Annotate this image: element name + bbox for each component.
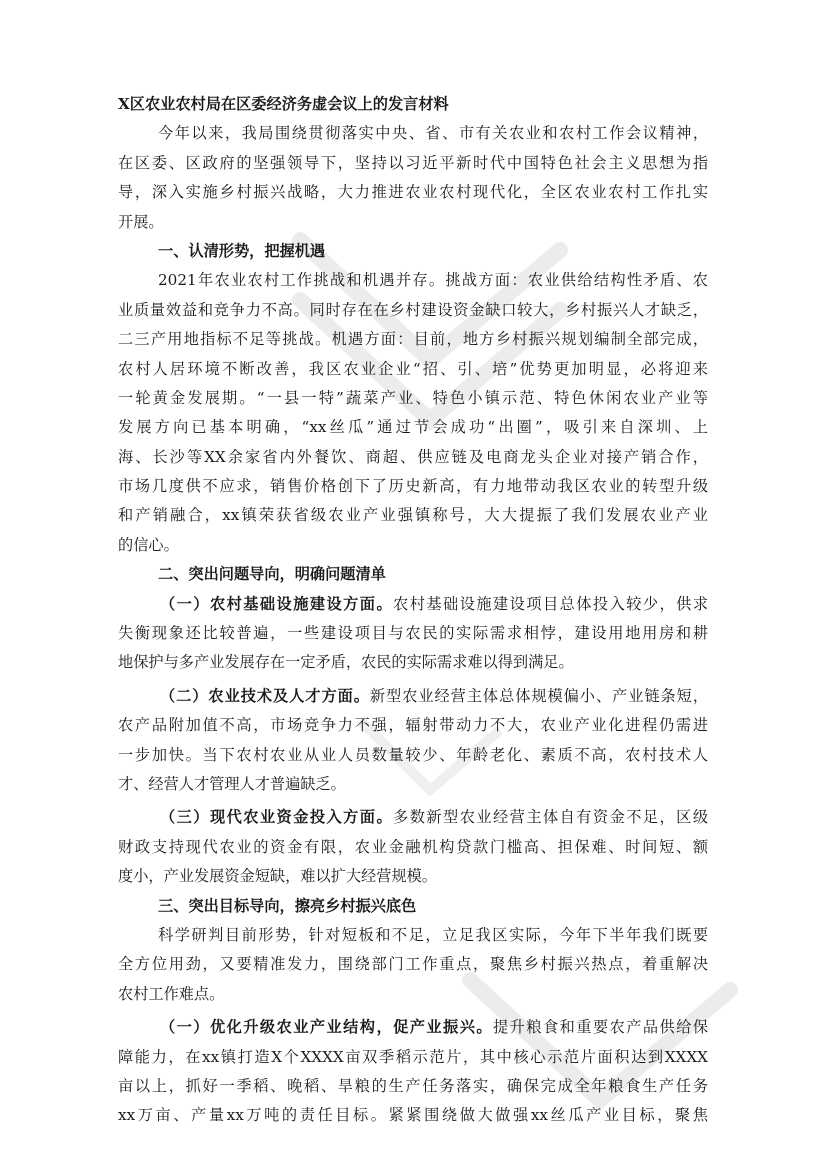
intro-line: 导，深入实施乡村振兴战略，大力推进农业农村现代化，全区农业农村工作扎实	[118, 183, 708, 202]
paragraph-line: 失衡现象还比较普遍，一些建设项目与农民的实际需求相悖，建设用地用房和耕	[118, 624, 708, 643]
paragraph-line: 的信心。	[118, 535, 179, 554]
paragraph-line: 亩以上，抓好一季稻、晚稻、旱粮的生产任务落实，确保完成全年粮食生产任务	[118, 1076, 708, 1095]
paragraph-line: 科学研判目前形势，针对短板和不足，立足我区实际，今年下半年我们既要	[158, 925, 708, 944]
paragraph-line: 财政支持现代农业的资金有限，农业金融机构贷款门槛高、担保难、时间短、额	[118, 837, 708, 856]
paragraph-line: 度小，产业发展资金短缺，难以扩大经营规模。	[118, 867, 437, 886]
paragraph-line: 业质量效益和竞争力不高。同时存在在乡村建设资金缺口较大，乡村振兴人才缺乏，	[118, 300, 708, 319]
item-first-line	[118, 1013, 708, 1042]
paragraph-line: 地保护与多产业发展存在一定矛盾，农民的实际需求难以得到满足。	[118, 653, 574, 672]
paragraph-line: 和产销融合，xx镇荣获省级农业产业强镇称号，大大提振了我们发展农业产业	[118, 506, 708, 525]
item-first-line	[118, 803, 708, 832]
paragraph-line: 一轮黄金发展期。“一县一特”蔬菜产业、特色小镇示范、特色休闲农业产业等	[118, 388, 708, 407]
paragraph-line: 全方位用劲，又要精准发力，围绕部门工作重点，聚焦乡村振兴热点，着重解决	[118, 955, 708, 974]
document-page	[118, 90, 708, 1131]
item-label: （一）农村基础设施建设方面。	[160, 594, 394, 613]
paragraph-line: 才、经营人才管理人才普遍缺乏。	[118, 774, 346, 793]
paragraph-line: xx万亩、产量xx万吨的责任目标。紧紧围绕做大做强xx丝瓜产业目标，聚焦	[118, 1106, 708, 1125]
intro-line: 开展。	[118, 212, 164, 231]
section-heading: 三、突出目标导向，擦亮乡村振兴底色	[158, 896, 417, 915]
item-text: 农村基础设施建设项目总体投入较少，供求	[393, 594, 708, 613]
item-text: 多数新型农业经营主体自有资金不足，区级	[393, 808, 708, 827]
item-first-line	[118, 590, 708, 619]
paragraph-line: 二三产用地指标不足等挑战。机遇方面：目前，地方乡村振兴规划编制全部完成，	[118, 330, 708, 349]
section-heading: 一、认清形势，把握机遇	[158, 241, 326, 260]
intro-line: 今年以来，我局围绕贯彻落实中央、省、市有关农业和农村工作会议精神，	[158, 124, 708, 143]
item-label: （三）现代农业资金投入方面。	[160, 808, 394, 827]
intro-line: 在区委、区政府的坚强领导下，坚持以习近平新时代中国特色社会主义思想为指	[118, 153, 708, 172]
paragraph-line: 2021年农业农村工作挑战和机遇并存。挑战方面：农业供给结构性矛盾、农	[158, 271, 708, 290]
section-heading: 二、突出问题导向，明确问题清单	[158, 565, 386, 584]
paragraph-line: 海、长沙等XX余家省内外餐饮、商超、供应链及电商龙头企业对接产销合作，	[118, 447, 708, 466]
paragraph-line: 农村工作难点。	[118, 984, 225, 1003]
paragraph-line: 市场几度供不应求，销售价格创下了历史新高，有力地带动我区农业的转型升级	[118, 477, 708, 496]
paragraph-line: 农村人居环境不断改善，我区农业企业“招、引、培”优势更加明显，必将迎来	[118, 359, 708, 378]
item-text: 提升粮食和重要农产品供给保	[493, 1018, 708, 1037]
item-text: 新型农业经营主体总体规模偏小、产业链条短，	[369, 686, 708, 705]
paragraph-line: 障能力，在xx镇打造X个XXXX亩双季稻示范片，其中核心示范片面积达到XXXX	[118, 1047, 708, 1066]
document-title: X区农业农村局在区委经济务虚会议上的发言材料	[118, 95, 449, 113]
item-label: （一）优化升级农业产业结构，促产业振兴。	[160, 1018, 494, 1037]
item-first-line	[118, 682, 708, 711]
item-label: （二）农业技术及人才方面。	[160, 686, 370, 705]
paragraph-line: 一步加快。当下农村农业从业人员数量较少、年龄老化、素质不高，农村技术人	[118, 745, 708, 764]
paragraph-line: 农产品附加值不高，市场竞争力不强，辐射带动力不大，农业产业化进程仍需进	[118, 716, 708, 735]
paragraph-line: 发展方向已基本明确，“xx丝瓜”通过节会成功“出圈”，吸引来自深圳、上	[118, 418, 708, 437]
